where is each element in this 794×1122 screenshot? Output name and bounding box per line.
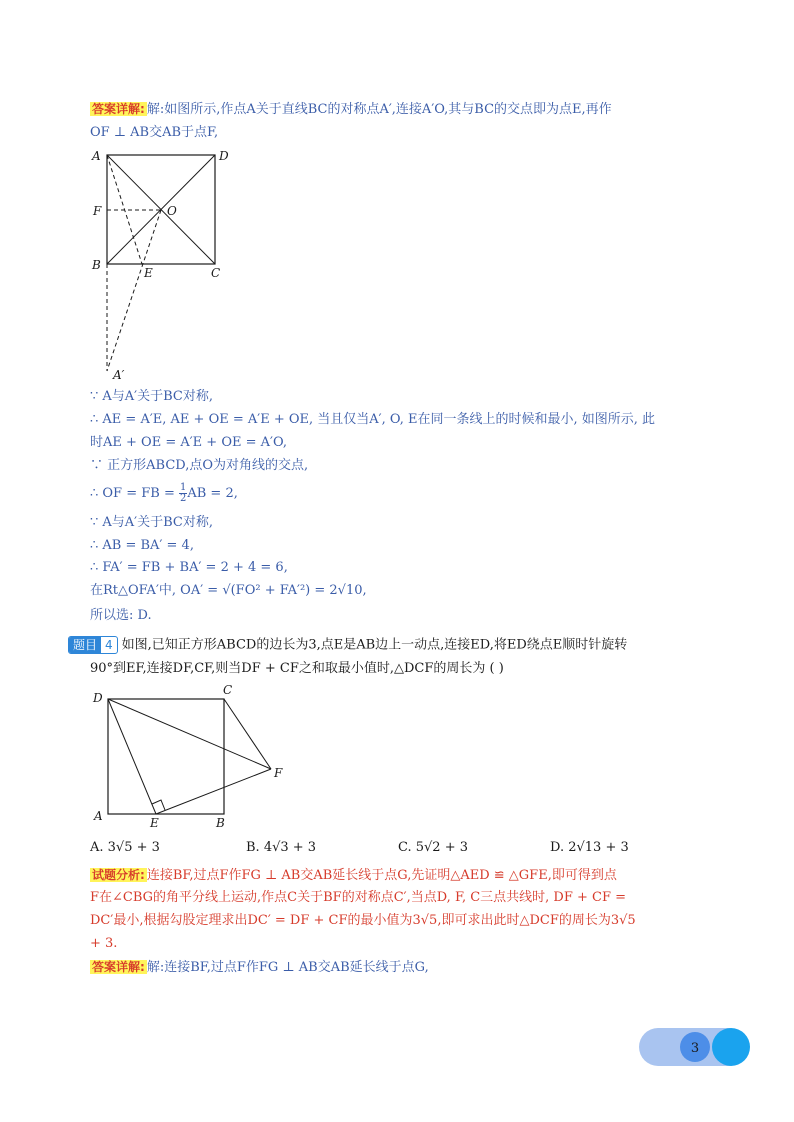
analysis-line-4: + 3. (90, 936, 118, 951)
figure-square-rotation (88, 680, 298, 830)
answer-detail-tag: 答案详解: (92, 102, 145, 116)
page-number-badge (636, 1026, 754, 1070)
question-line-2: 90°到EF,连接DF,CF,则当DF + CF之和取最小值时,△DCF的周长为 ( ) (90, 661, 504, 676)
step-7: ∴ AB = BA′ = 4, (90, 538, 194, 553)
question-tag-label: 题目 (69, 637, 101, 653)
page-number: 3 (690, 1041, 700, 1056)
figure-square-reflection (85, 146, 235, 386)
label-c: C (211, 266, 221, 280)
analysis-text-1: 连接BF,过点F作FG ⊥ AB交AB延长线于点G,先证明△AED ≌ △GFE,即可得到点 (146, 868, 617, 883)
analysis-tag: 试题分析: (92, 868, 145, 882)
question-text-1: 如图,已知正方形ABCD的边长为3,点E是AB边上一动点,连接ED,将ED绕点E顺时针旋转 (121, 637, 628, 653)
step-5-text-a: ∴ OF = FB = (90, 486, 179, 501)
badge-circle-right (712, 1028, 750, 1066)
label-f: F (93, 204, 102, 218)
analysis-line-2: F在∠CBG的角平分线上运动,作点C关于BF的对称点C′,当点D, F, C三点共线时, DF + CF = (90, 890, 627, 905)
step-5-text-b: AB = 2, (187, 486, 238, 501)
step-6: ∵ A与A′关于BC对称, (90, 515, 214, 530)
step-4: ∵ 正方形ABCD,点O为对角线的交点, (90, 458, 309, 473)
label-b: B (92, 258, 101, 272)
label-o: O (167, 204, 177, 218)
choice-c[interactable]: C. 5√2 + 3 (398, 840, 469, 855)
step-3: 时AE + OE = A′E + OE = A′O, (90, 435, 287, 450)
step-5 (90, 483, 238, 504)
question-line-1 (68, 636, 627, 655)
analysis-line-3: DC′最小,根据勾股定理求出DC′ = DF + CF的最小值为3√5,即可求出此时△DCF的周长为3√5 (90, 913, 636, 928)
answer-detail-tag-2: 答案详解: (92, 960, 145, 974)
solution-text-1: 解:如图所示,作点A关于直线BC的对称点A′,连接A′O,其与BC的交点即为点E,再作 (146, 102, 612, 117)
final-solution-text: 解:连接BF,过点F作FG ⊥ AB交AB延长线于点G, (146, 960, 429, 975)
step-8: ∴ FA′ = FB + BA′ = 2 + 4 = 6, (90, 560, 288, 575)
fraction-den: 2 (179, 493, 187, 504)
choice-d[interactable]: D. 2√13 + 3 (550, 840, 629, 855)
analysis-line-1 (90, 866, 617, 885)
segment-ef (156, 769, 271, 814)
label-d: D (219, 149, 229, 163)
solution-line-1 (90, 100, 612, 119)
label2-c: C (223, 683, 233, 697)
fraction-num: 1 (179, 482, 187, 493)
solution-line-2: OF ⊥ AB交AB于点F, (90, 125, 219, 140)
step-1: ∵ A与A′关于BC对称, (90, 389, 214, 404)
question-tag-number: 4 (105, 638, 113, 652)
label2-a: A (94, 809, 103, 823)
choice-b[interactable]: B. 4√3 + 3 (246, 840, 317, 855)
label-a: A (92, 149, 101, 163)
step-2: ∴ AE = A′E, AE + OE = A′E + OE, 当且仅当A′, O, E在同一条线上的时候和最小, 如图所示, 此 (90, 412, 656, 427)
label2-e: E (150, 816, 159, 830)
question-tag (68, 636, 118, 654)
label2-b: B (216, 816, 225, 830)
step-9: 在Rt△OFA′中, OA′ = √(FO² + FA′²) = 2√10, (90, 583, 367, 598)
step-10: 所以选: D. (90, 608, 152, 623)
choice-a[interactable]: A. 3√5 + 3 (90, 840, 160, 855)
segment-oa1 (107, 210, 161, 371)
final-solution-line (90, 958, 429, 977)
label2-f: F (274, 766, 283, 780)
label-a-prime: A′ (113, 368, 125, 382)
square-abcd-2 (108, 699, 224, 814)
label2-d: D (93, 691, 103, 705)
label-e: E (144, 266, 153, 280)
